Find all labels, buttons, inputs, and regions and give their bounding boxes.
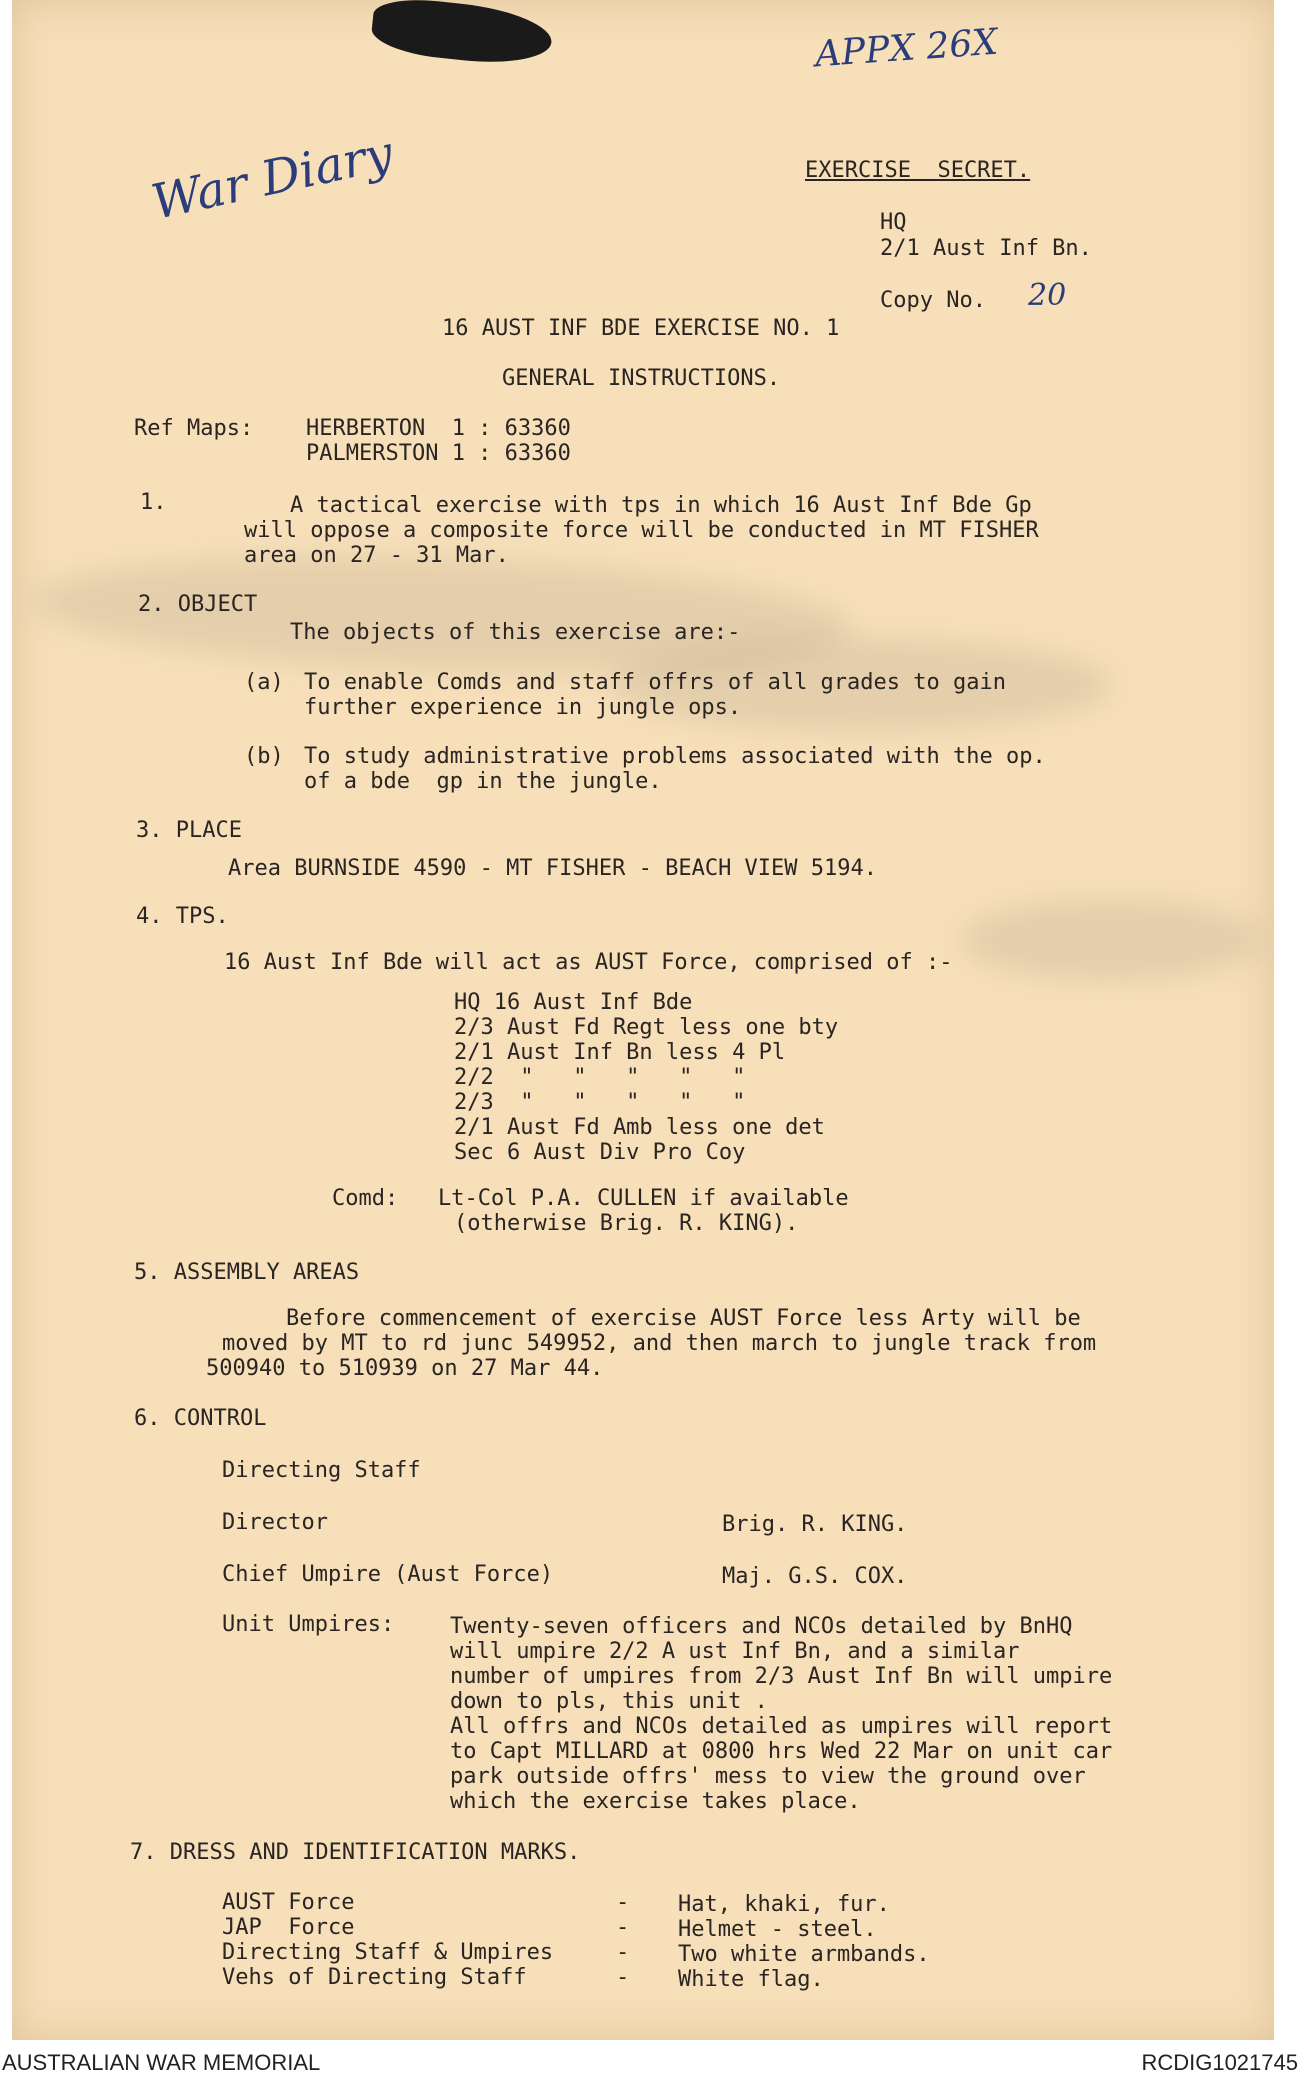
ink-blot: [370, 0, 555, 69]
unit-umpires-line: Twenty-seven officers and NCOs detailed by BnHQ: [450, 1614, 1073, 1639]
unit-list-item: Sec 6 Aust Div Pro Coy: [454, 1140, 746, 1165]
para-5-line: moved by MT to rd junc 549952, and then march to jungle track from: [222, 1331, 1097, 1356]
para-2a-label: (a): [244, 670, 284, 695]
unit-list-item: 2/1 Aust Fd Amb less one det: [454, 1115, 825, 1140]
para-6-heading: 6. CONTROL: [134, 1406, 267, 1431]
para-4-intro: 16 Aust Inf Bde will act as AUST Force, comprised of :-: [224, 950, 953, 975]
appendix-annotation: APPX 26X: [813, 21, 1000, 76]
para-2a-line: To enable Comds and staff offrs of all grades to gain: [304, 670, 1006, 695]
directing-staff-label: Directing Staff: [222, 1458, 421, 1483]
dress-item-value: Hat, khaki, fur.: [678, 1892, 890, 1917]
unit-list-item: 2/2 " " " " ": [454, 1065, 746, 1090]
ref-maps-label: Ref Maps:: [134, 416, 254, 441]
copy-label: Copy No.: [880, 288, 986, 313]
unit-umpires-line: All offrs and NCOs detailed as umpires will report: [450, 1714, 1113, 1739]
document-title: 16 AUST INF BDE EXERCISE NO. 1: [442, 316, 840, 341]
dress-item-value: Helmet - steel.: [678, 1917, 877, 1942]
unit-umpires-label: Unit Umpires:: [222, 1612, 395, 1637]
unit-umpires-line: will umpire 2/2 A ust Inf Bn, and a similar: [450, 1639, 1020, 1664]
para-1-line: A tactical exercise with tps in which 16 Aust Inf Bde Gp: [290, 493, 1032, 518]
director-label: Director: [222, 1510, 328, 1535]
footer-archive-name: AUSTRALIAN WAR MEMORIAL: [2, 2050, 321, 2075]
copy-number-annotation: 20: [1028, 278, 1067, 313]
chief-umpire-label: Chief Umpire (Aust Force): [222, 1562, 554, 1587]
comd-line: Lt-Col P.A. CULLEN if available: [438, 1186, 849, 1211]
dress-item-dash: -: [616, 1890, 630, 1915]
dress-item-label: Directing Staff & Umpires: [222, 1940, 554, 1965]
dress-item-value: White flag.: [678, 1967, 824, 1992]
document-subtitle: GENERAL INSTRUCTIONS.: [502, 366, 781, 391]
dress-item-dash: -: [616, 1940, 630, 1965]
dress-item-label: Vehs of Directing Staff: [222, 1965, 527, 1990]
unit-label: 2/1 Aust Inf Bn.: [880, 236, 1092, 261]
para-2-heading: 2. OBJECT: [138, 592, 258, 617]
para-1-number: 1.: [140, 490, 167, 515]
comd-label: Comd:: [332, 1186, 399, 1211]
unit-umpires-line: number of umpires from 2/3 Aust Inf Bn will umpire: [450, 1664, 1113, 1689]
footer-record-id: RCDIG1021745: [1141, 2050, 1298, 2075]
unit-list-item: 2/3 Aust Fd Regt less one bty: [454, 1015, 839, 1040]
para-5-line: 500940 to 510939 on 27 Mar 44.: [206, 1356, 604, 1381]
para-2-intro: The objects of this exercise are:-: [290, 620, 741, 645]
ref-map-2: PALMERSTON 1 : 63360: [306, 441, 571, 466]
classification-heading: EXERCISE SECRET.: [805, 158, 1031, 183]
dress-item-label: AUST Force: [222, 1890, 355, 1915]
para-5-heading: 5. ASSEMBLY AREAS: [134, 1260, 360, 1285]
unit-umpires-line: to Capt MILLARD at 0800 hrs Wed 22 Mar on unit car: [450, 1739, 1113, 1764]
war-diary-annotation: War Diary: [146, 125, 398, 231]
para-7-heading: 7. DRESS AND IDENTIFICATION MARKS.: [130, 1840, 581, 1865]
dress-item-value: Two white armbands.: [678, 1942, 930, 1967]
dress-item-label: JAP Force: [222, 1915, 355, 1940]
para-1-line: area on 27 - 31 Mar.: [244, 543, 509, 568]
para-4-heading: 4. TPS.: [136, 904, 229, 929]
dress-item-dash: -: [616, 1915, 630, 1940]
ref-map-1: HERBERTON 1 : 63360: [306, 416, 571, 441]
dress-item-dash: -: [616, 1965, 630, 1990]
unit-list-item: 2/3 " " " " ": [454, 1090, 746, 1115]
para-3-text: Area BURNSIDE 4590 - MT FISHER - BEACH VIEW 5194.: [228, 856, 878, 881]
unit-list-item: 2/1 Aust Inf Bn less 4 Pl: [454, 1040, 786, 1065]
comd-line: (otherwise Brig. R. KING).: [454, 1211, 799, 1236]
para-2b-label: (b): [244, 744, 284, 769]
chief-umpire-value: Maj. G.S. COX.: [722, 1564, 908, 1589]
smudge-mark: [962, 900, 1262, 980]
para-3-heading: 3. PLACE: [136, 818, 242, 843]
para-5-line: Before commencement of exercise AUST Force less Arty will be: [286, 1306, 1081, 1331]
unit-umpires-line: down to pls, this unit .: [450, 1689, 768, 1714]
para-2b-line: of a bde gp in the jungle.: [304, 769, 662, 794]
unit-umpires-line: which the exercise takes place.: [450, 1789, 861, 1814]
para-1-line: will oppose a composite force will be conducted in MT FISHER: [244, 518, 1039, 543]
hq-label: HQ: [880, 210, 907, 235]
director-value: Brig. R. KING.: [722, 1512, 908, 1537]
unit-list-item: HQ 16 Aust Inf Bde: [454, 990, 693, 1015]
para-2b-line: To study administrative problems associated with the op.: [304, 744, 1046, 769]
unit-umpires-line: park outside offrs' mess to view the ground over: [450, 1764, 1086, 1789]
para-2a-line: further experience in jungle ops.: [304, 695, 742, 720]
